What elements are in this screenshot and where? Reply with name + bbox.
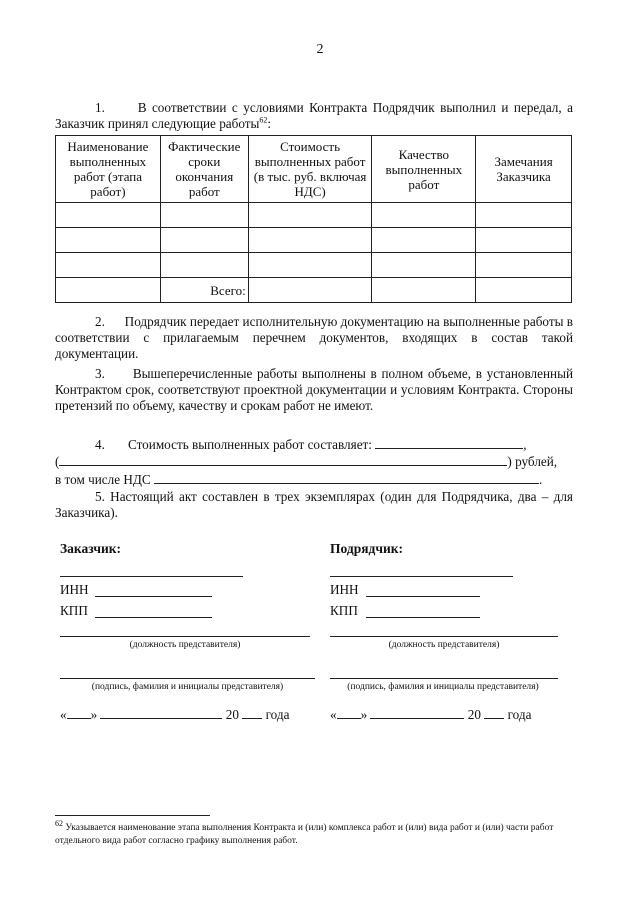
customer-kpp-label: КПП	[60, 603, 88, 618]
table-header-row	[56, 136, 572, 203]
total-cost-cell[interactable]	[248, 278, 372, 303]
table-cell[interactable]	[56, 203, 161, 228]
customer-kpp-field[interactable]	[95, 604, 212, 618]
table-row	[56, 253, 572, 278]
contractor-name-field[interactable]	[330, 563, 513, 577]
table-row	[56, 228, 572, 253]
contractor-month-field[interactable]	[370, 706, 464, 719]
table-cell	[56, 278, 161, 303]
footnote-reference: 62	[259, 115, 268, 125]
contractor-inn-field[interactable]	[366, 583, 480, 597]
paragraph-4-text: Стоимость выполненных работ составляет:	[127, 437, 372, 452]
table-cell[interactable]	[248, 228, 372, 253]
customer-year-field[interactable]	[242, 706, 262, 719]
footnote-number: 62	[55, 818, 63, 828]
customer-name-field[interactable]	[60, 563, 243, 577]
contractor-year-field[interactable]	[484, 706, 504, 719]
works-table	[55, 135, 572, 303]
page-number: 2	[316, 42, 324, 57]
footnote-divider	[55, 815, 210, 816]
table-cell[interactable]	[372, 228, 476, 253]
column-header-work-name: Наименование выполненных работ (этапа работ)	[56, 136, 161, 203]
customer-position-caption: (должность представителя)	[129, 640, 241, 650]
total-label: Всего:	[160, 278, 248, 303]
table-cell[interactable]	[476, 228, 572, 253]
column-header-cost: Стоимость выполненных работ (в тыс. руб. включая НДС)	[248, 136, 372, 203]
footnote-text: Указывается наименование этапа выполнения Контракта и (или) комплекса работ и (или) вида работ и (или) части работ отдельного вида работ согласно графику выполнения работ.	[55, 823, 554, 846]
cost-number-field[interactable]	[375, 436, 523, 449]
contractor-position-caption: (должность представителя)	[388, 640, 500, 650]
table-cell[interactable]	[372, 203, 476, 228]
footnote	[55, 818, 585, 848]
table-row	[56, 203, 572, 228]
customer-day-field[interactable]	[67, 706, 91, 719]
column-header-remarks: Замечания Заказчика	[476, 136, 572, 203]
paragraph-2-text: Подрядчик передает исполнительную документацию на выполненные работы в соответствии с прилагаемым перечнем документов, входящих в состав такой документации.	[55, 314, 573, 362]
paragraph-5	[55, 489, 573, 521]
table-cell[interactable]	[160, 228, 248, 253]
customer-month-field[interactable]	[100, 706, 222, 719]
table-total-row	[56, 278, 572, 303]
table-cell[interactable]	[372, 253, 476, 278]
paragraph-1: 1. В соответствии с условиями Контракта Подрядчик выполнил и передал, а Заказчик принял следующие работы$^{62}$:	[55, 100, 573, 132]
customer-signature-caption: (подпись, фамилия и инициалы представителя)	[91, 682, 284, 692]
customer-date-line: « » 20 года	[60, 707, 290, 722]
customer-inn-label: ИНН	[60, 582, 89, 597]
vat-field[interactable]	[154, 471, 539, 484]
customer-inn-field[interactable]	[95, 583, 212, 597]
customer-position-field[interactable]	[60, 624, 310, 637]
paragraph-4-line-1: 4. Стоимость выполненных работ составляет: ,	[95, 437, 527, 452]
table-cell[interactable]	[476, 203, 572, 228]
table-cell[interactable]	[248, 253, 372, 278]
paragraph-3-number: 3.	[95, 366, 105, 381]
contractor-signature-caption: (подпись, фамилия и инициалы представителя)	[347, 682, 539, 692]
customer-heading: Заказчик:	[60, 541, 122, 556]
vat-label: в том числе НДС	[55, 472, 151, 487]
column-header-end-dates: Фактические сроки окончания работ	[160, 136, 248, 203]
paragraph-2-number: 2.	[95, 314, 105, 329]
column-header-quality: Качество выполненных работ	[372, 136, 476, 203]
contractor-signature-field[interactable]	[330, 666, 558, 679]
table-cell[interactable]	[248, 203, 372, 228]
table-cell[interactable]	[160, 253, 248, 278]
contractor-heading: Подрядчик:	[330, 541, 403, 556]
contractor-position-field[interactable]	[330, 624, 558, 637]
paragraph-4-line-3: в том числе НДС .	[55, 472, 543, 487]
paragraph-2	[55, 314, 573, 363]
paragraph-3	[55, 366, 573, 415]
table-cell[interactable]	[476, 278, 572, 303]
contractor-kpp-field[interactable]	[366, 604, 480, 618]
table-cell[interactable]	[56, 253, 161, 278]
paragraph-3-text: Вышеперечисленные работы выполнены в полном объеме, в установленный Контрактом срок, соответствуют проектной документации и условиям Контракта. Стороны претензий по объему, качеству и срокам работ не имеют.	[55, 366, 574, 414]
contractor-date-line: « » 20 года	[330, 707, 532, 722]
paragraph-4-line-2: ( ) рублей,	[55, 454, 558, 469]
paragraph-5-text: 5. Настоящий акт составлен в трех экземплярах (один для Подрядчика, два – для Заказчика).	[55, 489, 573, 521]
cost-words-field[interactable]	[59, 453, 507, 466]
paragraph-1-number: 1.	[95, 100, 105, 115]
table-cell[interactable]	[160, 203, 248, 228]
contractor-day-field[interactable]	[337, 706, 361, 719]
contractor-kpp-label: КПП	[330, 603, 358, 618]
customer-signature-field[interactable]	[60, 666, 315, 679]
table-cell[interactable]	[372, 278, 476, 303]
table-cell[interactable]	[56, 228, 161, 253]
paragraph-1-text: В соответствии с условиями Контракта Подрядчик выполнил и передал, а Заказчик принял следующие работы	[55, 100, 573, 132]
rubles-label: ) рублей,	[507, 454, 558, 469]
contractor-inn-label: ИНН	[330, 582, 359, 597]
paragraph-4-number: 4.	[95, 437, 105, 452]
table-cell[interactable]	[476, 253, 572, 278]
